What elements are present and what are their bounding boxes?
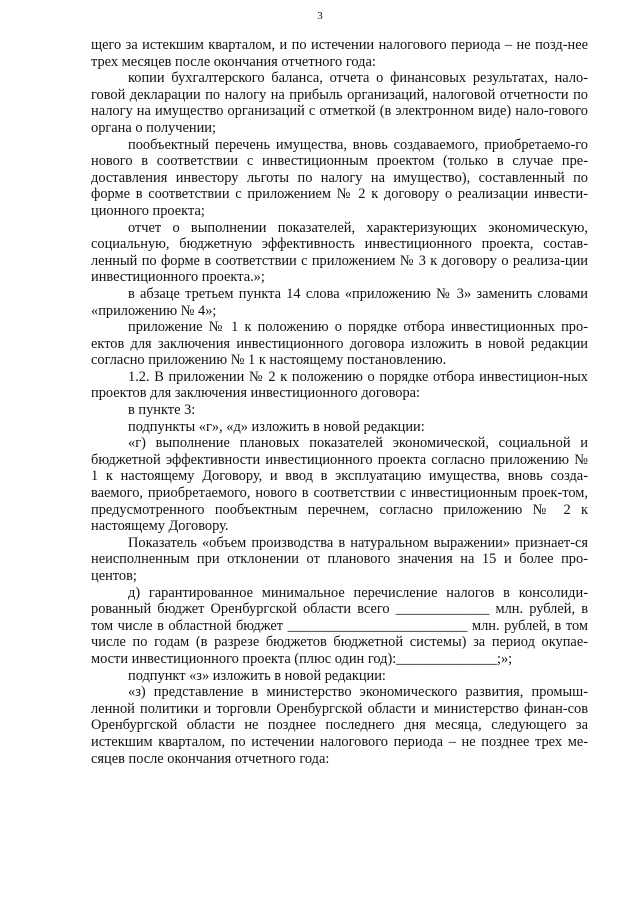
paragraph: приложение № 1 к положению о порядке отбора инвестиционных про-ектов для заключения инвестиционного договора изложить в новой редакции согласно приложению № 1 к настоящему постановлению.: [91, 319, 588, 369]
paragraph: подпункт «з» изложить в новой редакции:: [128, 667, 386, 684]
paragraph: д) гарантированное минимальное перечисление налогов в консолиди-рованный бюджет Оренбургской области всего _____________ млн. рублей, в том числе в областной бюджет _________________________ млн. рублей, в том числе по годам (в разрезе бюджетов бюджетной системы) за период окупае-мости инвестиционного проекта (плюс один год):______________;»;: [91, 584, 588, 667]
paragraph: Показатель «объем производства в натуральном выражении» признает-ся неисполненным при отклонении от планового значения на 15 и более про-центов;: [91, 534, 588, 584]
paragraph: «г) выполнение плановых показателей экономической, социальной и бюджетной эффективности инвестиционного проекта согласно приложению № 1 к настоящему Договору, и ввод в эксплуатацию имущества, вновь созда-ваемого, приобретаемого, нового в соответствии с инвестиционным проек-том, предусмотренного пообъектным перечнем, согласно приложению № 2 к настоящему Договору.: [91, 435, 588, 535]
paragraph: 1.2. В приложении № 2 к положению о порядке отбора инвестицион-ных проектов для заключения инвестиционного договора:: [91, 368, 588, 402]
paragraph: подпункты «г», «д» изложить в новой редакции:: [128, 418, 425, 435]
paragraph: пообъектный перечень имущества, вновь создаваемого, приобретаемо-го нового в соответствии с инвестиционным проектом (только в случае пре-доставления инвестору льготы по налогу на имущество), составленный по форме в соответствии с приложением № 2 к договору о реализации инвести-ционного проекта;: [91, 136, 588, 219]
page-number: 3: [317, 10, 323, 22]
document-body: [91, 37, 588, 767]
paragraph: щего за истекшим кварталом, и по истечении налогового периода – не позд-нее трех месяцев после окончания отчетного года:: [91, 37, 588, 70]
paragraph: в пункте 3:: [128, 402, 196, 419]
paragraph: «з) представление в министерство экономического развития, промыш-ленной политики и торговли Оренбургской области и министерство финан-сов Оренбургской области не позднее последнего дня месяца, следующего за истекшим кварталом, по истечении налогового периода – не позднее трех ме-сяцев после окончания отчетного года:: [91, 684, 588, 767]
paragraph: копии бухгалтерского баланса, отчета о финансовых результатах, нало-говой декларации по налогу на прибыль организаций, налоговой отчетности по налогу на имущество организаций с отметкой (в электронном виде) нало-гового органа о получении;: [91, 70, 588, 136]
paragraph: отчет о выполнении показателей, характеризующих экономическую, социальную, бюджетную эффективность инвестиционного проекта, состав-ленный по форме в соответствии с приложением № 3 к договору о реализа-ции инвестиционного проекта.»;: [91, 219, 588, 286]
paragraph: в абзаце третьем пункта 14 слова «приложению № 3» заменить словами «приложению № 4»;: [91, 285, 588, 319]
